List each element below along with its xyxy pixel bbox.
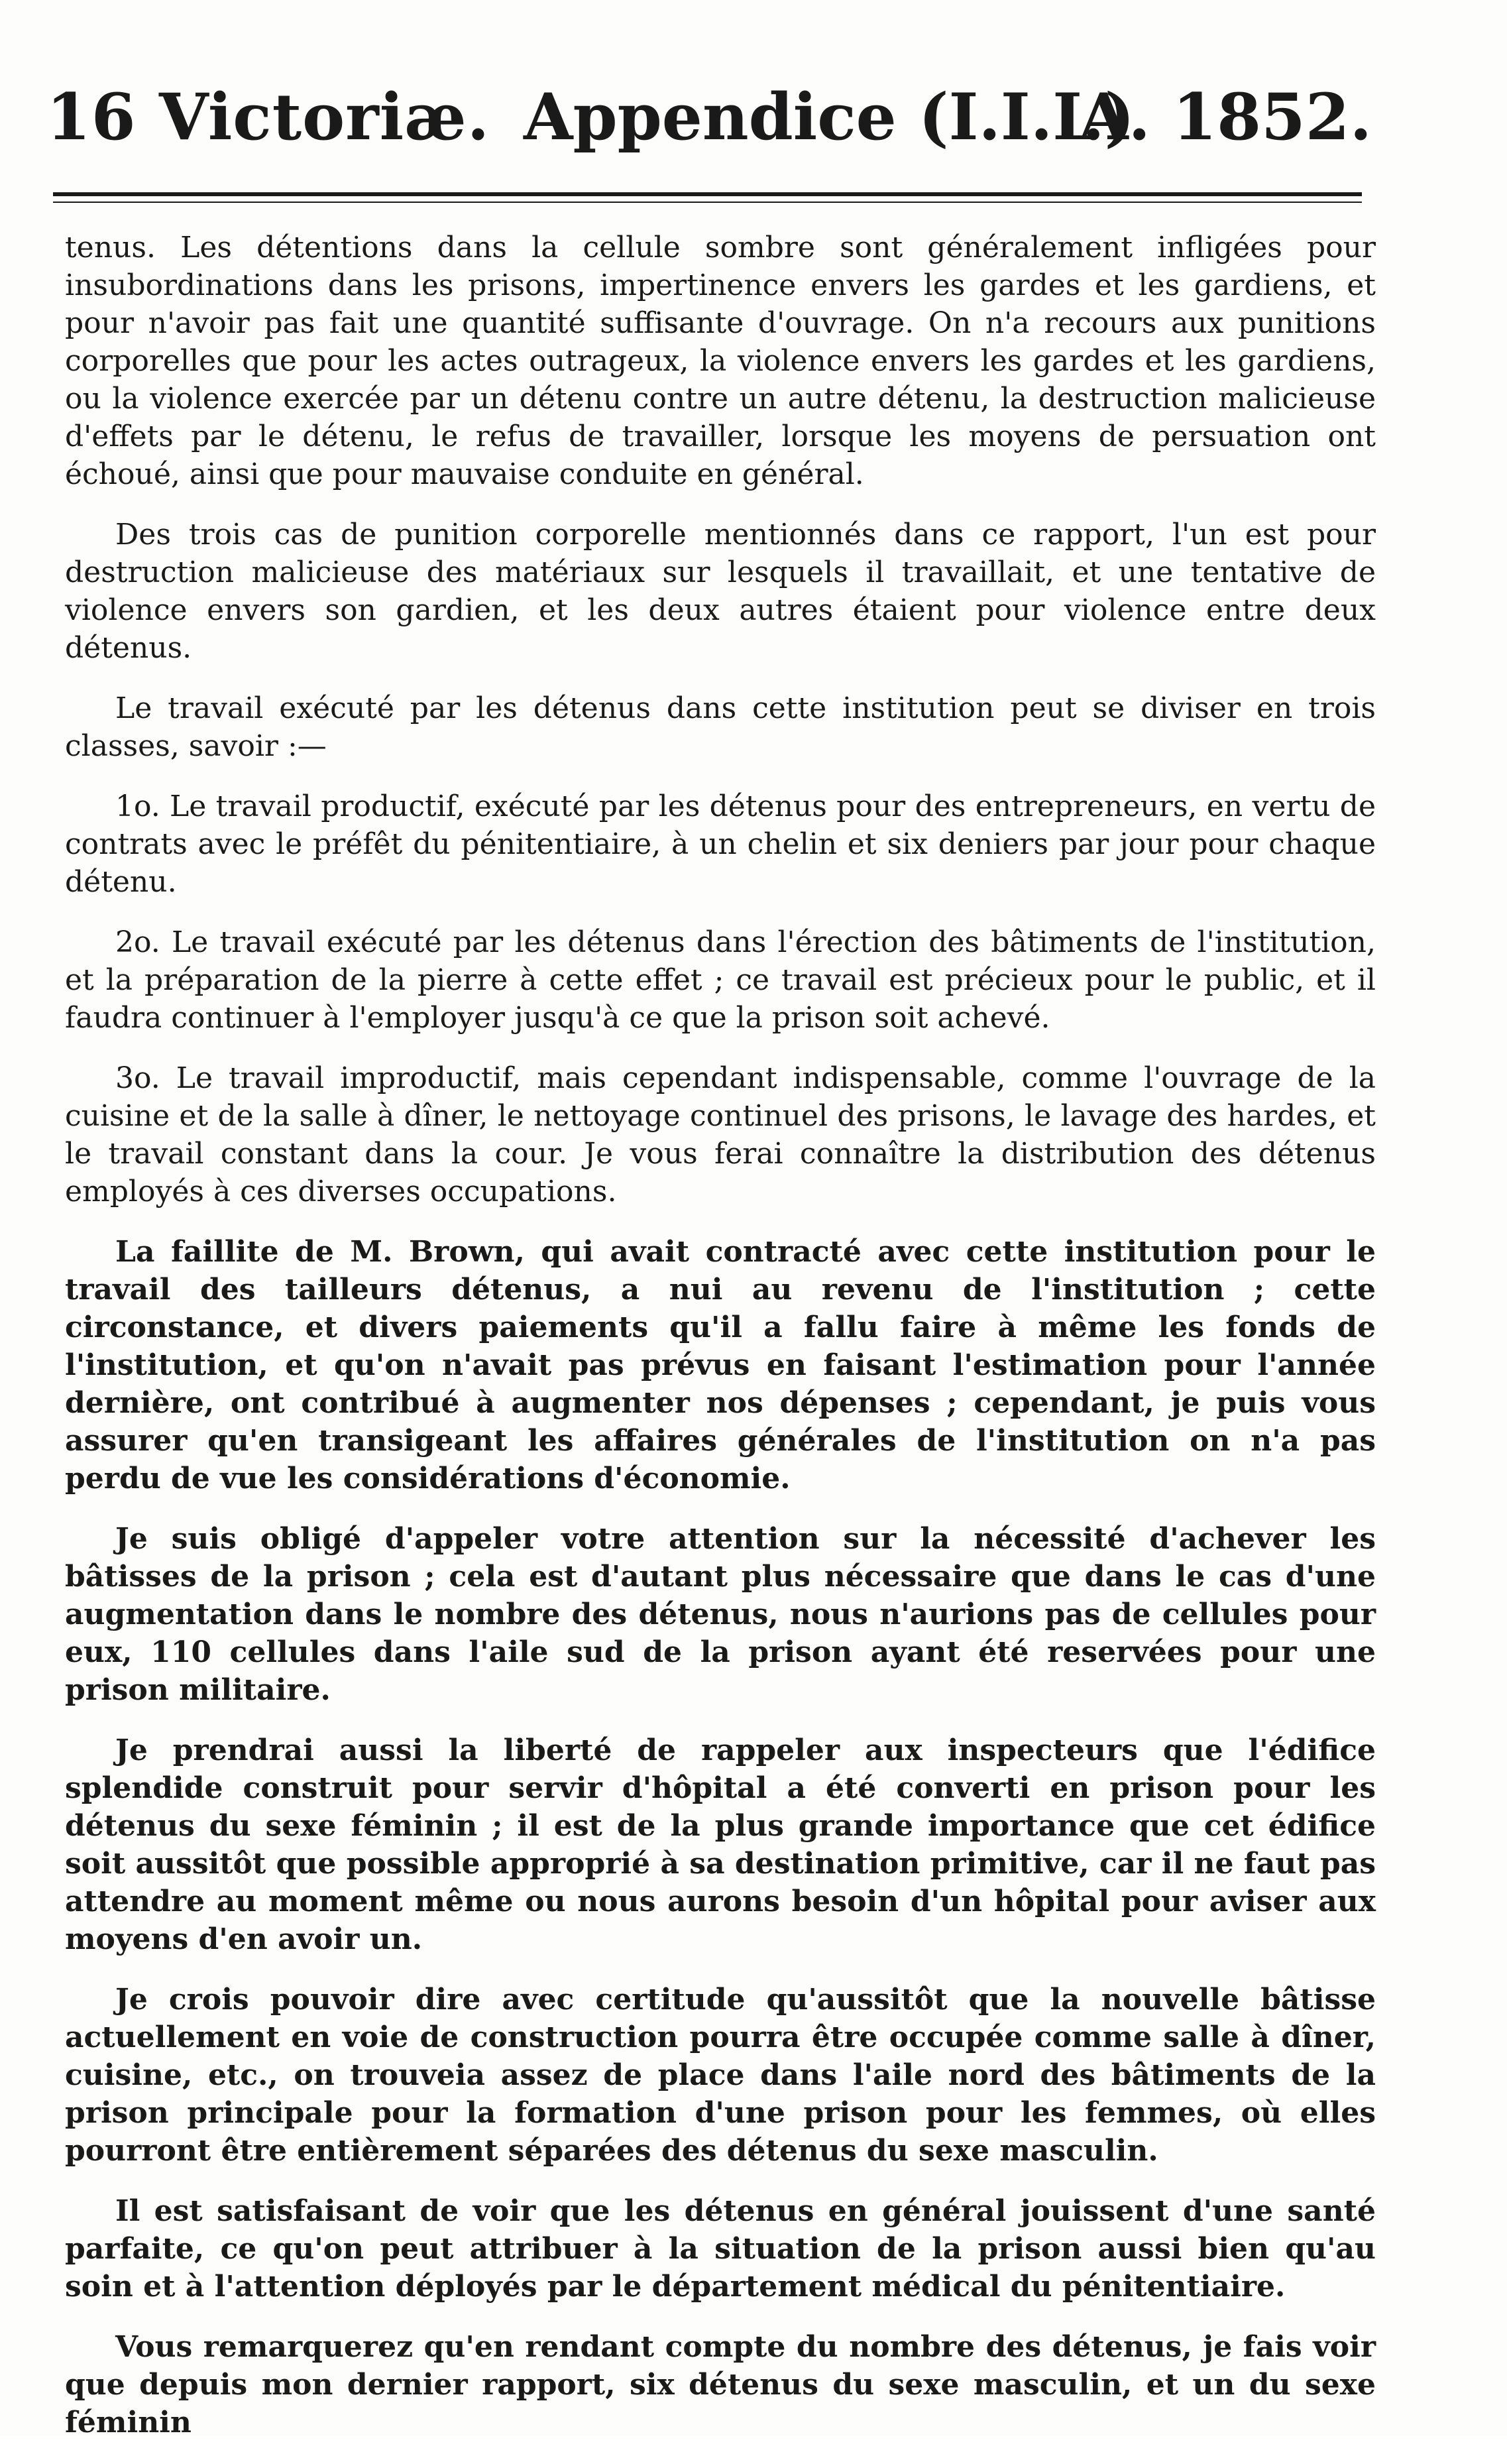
paragraph: Je crois pouvoir dire avec certitude qu'aussitôt que la nouvelle bâtisse actuellement en voie de construction pourra être occupée comme salle à dîner, cuisine, etc., on trouveia assez de place dans l'aile nord des bâtiments de la prison principale pour la formation d'une prison pour les femmes, où elles pourront être entièrement séparées des détenus du sexe masculin. [65, 1983, 1376, 2168]
header-appendix: Appendice (I.I.I.) [524, 80, 1135, 154]
header-session: 16 Victoriæ. [46, 80, 490, 154]
header-year: A. 1852. [1079, 80, 1372, 154]
paragraph: 1o. Le travail productif, exécuté par les détenus pour des entrepreneurs, en vertu de contrats avec le préfêt du pénitentiaire, à un chelin et six deniers par jour pour chaque détenu. [65, 790, 1376, 899]
paragraph: Le travail exécuté par les détenus dans cette institution peut se diviser en trois classes, savoir :— [65, 691, 1376, 763]
paragraph: tenus. Les détentions dans la cellule sombre sont généralement infligées pour insubordinations dans les prisons, impertinence envers les gardes et les gardiens, et pour n'avoir pas fait une quantité suffisante d'ouvrage. On n'a recours aux punitions corporelles que pour les actes outrageux, la violence envers les gardes et les gardiens, ou la violence exercée par un détenu contre un autre détenu, la destruction malicieuse d'effets par le détenu, le refus de travailler, lorsque les moyens de persuation ont échoué, ainsi que pour mauvaise conduite en général. [65, 231, 1376, 491]
header-rule-thick [53, 192, 1362, 196]
paragraph: Je prendrai aussi la liberté de rappeler aux inspecteurs que l'édifice splendide construit pour servir d'hôpital a été converti en prison pour les détenus du sexe féminin ; il est de la plus grande importance que cet édifice soit aussitôt que possible approprié à sa destination primitive, car il ne faut pas attendre au moment même ou nous aurons besoin d'un hôpital pour aviser aux moyens d'en avoir un. [65, 1733, 1376, 1956]
page-header [46, 80, 1372, 172]
paragraph: Je suis obligé d'appeler votre attention sur la nécessité d'achever les bâtisses de la prison ; cela est d'autant plus nécessaire que dans le cas d'une augmentation dans le nombre des détenus, nous n'aurions pas de cellules pour eux, 110 cellules dans l'aile sud de la prison ayant été reservées pour une prison militaire. [65, 1522, 1376, 1707]
paragraph: 3o. Le travail improductif, mais cependant indispensable, comme l'ouvrage de la cuisine et de la salle à dîner, le nettoyage continuel des prisons, le lavage des hardes, et le travail constant dans la cour. Je vous ferai connaître la distribution des détenus employés à ces diverses occupations. [65, 1061, 1376, 1208]
paragraph: La faillite de M. Brown, qui avait contracté avec cette institution pour le travail des tailleurs détenus, a nui au revenu de l'institution ; cette circonstance, et divers paiements qu'il a fallu faire à même les fonds de l'institution, et qu'on n'avait pas prévus en faisant l'estimation pour l'année dernière, ont contribué à augmenter nos dépenses ; cependant, je puis vous assurer qu'en transigeant les affaires générales de l'institution on n'a pas perdu de vue les considérations d'économie. [65, 1235, 1376, 1496]
paragraph: Il est satisfaisant de voir que les détenus en général jouissent d'une santé parfaite, ce qu'on peut attribuer à la situation de la prison aussi bien qu'au soin et à l'attention déployés par le département médical du pénitentiaire. [65, 2194, 1376, 2304]
body-text [65, 229, 1376, 2464]
paragraph: 2o. Le travail exécuté par les détenus dans l'érection des bâtiments de l'institution, et la préparation de la pierre à cette effet ; ce travail est précieux pour le public, et il faudra continuer à l'employer jusqu'à ce que la prison soit achevé. [65, 925, 1376, 1035]
header-rule-thin [53, 202, 1362, 203]
paragraph: Des trois cas de punition corporelle mentionnés dans ce rapport, l'un est pour destruction malicieuse des matériaux sur lesquels il travaillait, et une tentative de violence envers son gardien, et les deux autres étaient pour violence entre deux détenus. [65, 518, 1376, 665]
paragraph: Vous remarquerez qu'en rendant compte du nombre des détenus, je fais voir que depuis mon dernier rapport, six détenus du sexe masculin, et un du sexe féminin [65, 2330, 1376, 2439]
